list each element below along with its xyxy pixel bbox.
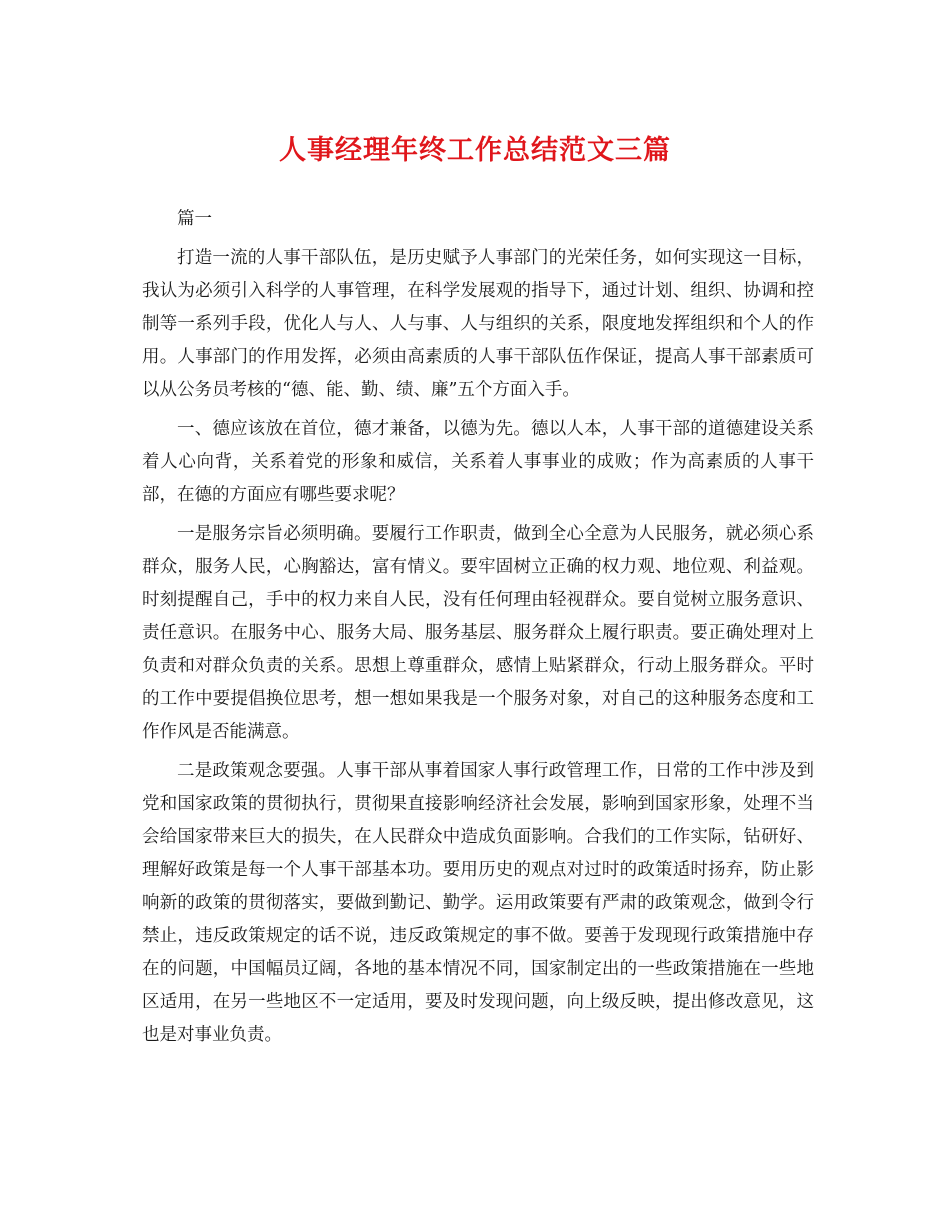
paragraph: 打造一流的人事干部队伍，是历史赋予人事部门的光荣任务，如何实现这一目标，我认为必须引入科学的人事管理，在科学发展观的指导下，通过计划、组织、协调和控制等一系列手段，优化人与人、人与事、人与组织的关系，限度地发挥组织和个人的作用。人事部门的作用发挥，必须由高素质的人事干部队伍作保证，提高人事干部素质可以从公务员考核的“德、能、勤、绩、廉”五个方面入手。 [142,248,814,400]
paragraph: 一是服务宗旨必须明确。要履行工作职责，做到全心全意为人民服务，就必须心系群众，服务人民，心胸豁达，富有情义。要牢固树立正确的权力观、地位观、利益观。时刻提醒自己，手中的权力来自人民，没有任何理由轻视群众。要自觉树立服务意识、责任意识。在服务中心、服务大局、服务基层、服务群众上履行职责。要正确处理对上负责和对群众负责的关系。思想上尊重群众，感情上贴紧群众，行动上服务群众。平时的工作中要提倡换位思考，想一想如果我是一个服务对象，对自己的这种服务态度和工作作风是否能满意。 [142,524,814,742]
section-heading: 篇一 [177,209,212,229]
paragraph: 一、德应该放在首位，德才兼备，以德为先。德以人本，人事干部的道德建设关系着人心向背，关系着党的形象和威信，关系着人事事业的成败；作为高素质的人事干部，在德的方面应有哪些要求呢？ [142,419,814,505]
document-title: 人事经理年终工作总结范文三篇 [279,135,671,166]
paragraph: 二是政策观念要强。人事干部从事着国家人事行政管理工作，日常的工作中涉及到党和国家政策的贯彻执行，贯彻果直接影响经济社会发展，影响到国家形象，处理不当会给国家带来巨大的损失，在人民群众中造成负面影响。合我们的工作实际，钻研好、理解好政策是每一个人事干部基本功。要用历史的观点对过时的政策适时扬弃，防止影响新的政策的贯彻落实，要做到勤记、勤学。运用政策要有严肃的政策观念，做到令行禁止，违反政策规定的话不说，违反政策规定的事不做。要善于发现现行政策措施中存在的问题，中国幅员辽阔，各地的基本情况不同，国家制定出的一些政策措施在一些地区适用，在另一些地区不一定适用，要及时发现问题，向上级反映，提出修改意见，这也是对事业负责。 [142,761,814,1045]
document-body [142,203,814,1058]
